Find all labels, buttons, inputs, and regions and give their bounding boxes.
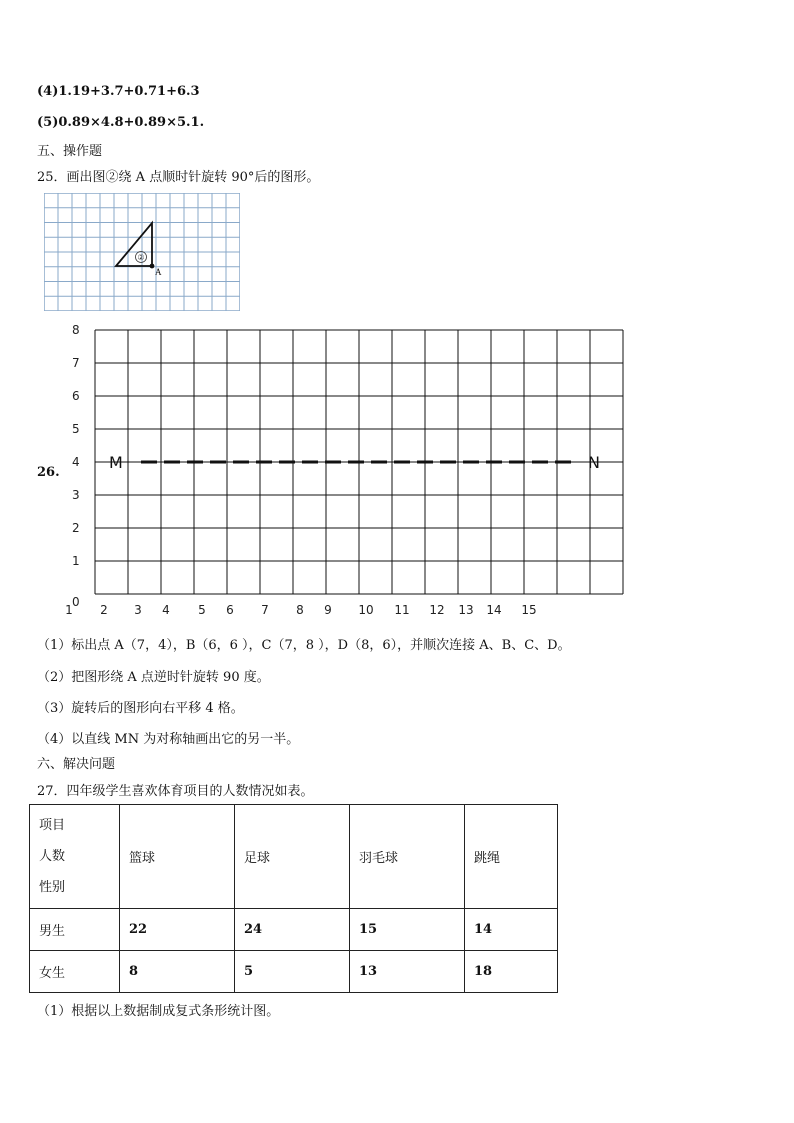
question-25-text: 25．画出图②绕 A 点顺时针旋转 90°后的图形。 bbox=[37, 170, 320, 185]
y-tick-label: 6 bbox=[72, 389, 80, 403]
y-tick-label: 2 bbox=[72, 521, 80, 535]
table-cell: 5 bbox=[235, 951, 350, 993]
table-cell: 22 bbox=[120, 909, 235, 951]
corner-label-count: 人数 bbox=[39, 849, 66, 864]
x-tick-label: 3 bbox=[134, 603, 142, 617]
q26-task-1: （1）标出点 A（7，4），B（6，6 ），C（7，8 ），D（8，6），并顺次连接 A、B、C、D。 bbox=[37, 638, 571, 653]
x-tick-label: 6 bbox=[226, 603, 234, 617]
x-tick-label: 1 bbox=[65, 603, 73, 617]
point-a-dot bbox=[150, 264, 155, 269]
header-corner-cell bbox=[30, 805, 120, 909]
label-n: N bbox=[588, 453, 600, 472]
table-cell: 15 bbox=[350, 909, 465, 951]
question-27-text: 27．四年级学生喜欢体育项目的人数情况如表。 bbox=[37, 784, 314, 799]
calc-item-5: (5)0.89×4.8+0.89×5.1. bbox=[37, 115, 205, 130]
table-cell: 13 bbox=[350, 951, 465, 993]
section-5-title: 五、操作题 bbox=[37, 144, 103, 159]
table-row bbox=[30, 909, 558, 951]
corner-label-gender: 性别 bbox=[39, 880, 66, 895]
table-cell: 8 bbox=[120, 951, 235, 993]
section-6-title: 六、解决问题 bbox=[37, 757, 116, 772]
y-tick-label: 3 bbox=[72, 488, 80, 502]
table-cell: 24 bbox=[235, 909, 350, 951]
y-tick-label: 5 bbox=[72, 422, 80, 436]
x-tick-label: 7 bbox=[261, 603, 269, 617]
q27-task-1: （1）根据以上数据制成复式条形统计图。 bbox=[37, 1004, 280, 1019]
corner-label-project: 项目 bbox=[39, 818, 66, 833]
point-a-label: A bbox=[155, 267, 162, 277]
sports-table bbox=[29, 804, 558, 993]
question-26-number: 26. bbox=[37, 465, 60, 480]
y-tick-label: 0 bbox=[72, 595, 80, 609]
calc-item-4: (4)1.19+3.7+0.71+6.3 bbox=[37, 84, 200, 99]
row-label: 男生 bbox=[30, 909, 120, 951]
column-header: 跳绳 bbox=[465, 805, 558, 909]
y-tick-label: 1 bbox=[72, 554, 80, 568]
q26-task-4: （4）以直线 MN 为对称轴画出它的另一半。 bbox=[37, 732, 300, 747]
x-tick-label: 4 bbox=[162, 603, 170, 617]
y-tick-label: 7 bbox=[72, 356, 80, 370]
x-tick-label: 10 bbox=[358, 603, 374, 617]
q26-task-3: （3）旋转后的图形向右平移 4 格。 bbox=[37, 701, 244, 716]
shape-number-label: ② bbox=[137, 253, 145, 262]
y-tick-label: 4 bbox=[72, 455, 80, 469]
table-cell: 18 bbox=[465, 951, 558, 993]
x-tick-label: 15 bbox=[521, 603, 537, 617]
y-tick-label: 8 bbox=[72, 323, 80, 337]
column-header: 篮球 bbox=[120, 805, 235, 909]
row-label: 女生 bbox=[30, 951, 120, 993]
q26-task-2: （2）把图形绕 A 点逆时针旋转 90 度。 bbox=[37, 670, 270, 685]
x-tick-label: 5 bbox=[198, 603, 206, 617]
column-header: 羽毛球 bbox=[350, 805, 465, 909]
x-tick-label: 12 bbox=[429, 603, 445, 617]
x-tick-label: 11 bbox=[394, 603, 410, 617]
table-cell: 14 bbox=[465, 909, 558, 951]
table-row bbox=[30, 951, 558, 993]
table-header-row bbox=[30, 805, 558, 909]
x-tick-label: 14 bbox=[486, 603, 502, 617]
x-tick-label: 2 bbox=[100, 603, 108, 617]
rotation-grid bbox=[44, 193, 240, 311]
x-tick-label: 8 bbox=[296, 603, 304, 617]
x-tick-label: 13 bbox=[458, 603, 474, 617]
x-tick-label: 9 bbox=[324, 603, 332, 617]
label-m: M bbox=[109, 453, 123, 472]
column-header: 足球 bbox=[235, 805, 350, 909]
coordinate-grid bbox=[60, 322, 640, 622]
